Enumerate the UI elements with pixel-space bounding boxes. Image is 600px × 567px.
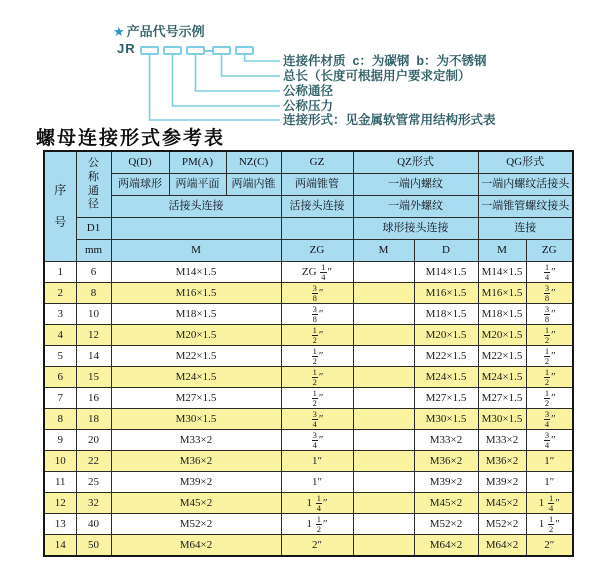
cell-qg_m: M27×1.5 [478, 388, 526, 409]
cell-qz_m [353, 388, 414, 409]
header-unit-zg: ZG [281, 240, 353, 262]
cell-qg_zg: 1″ [526, 472, 573, 493]
header-col-qz: QZ形式 [353, 151, 478, 174]
cell-qz_m [353, 514, 414, 535]
cell-gz_zg: 1 $\frac{1}{4}$ ″ [281, 493, 353, 514]
cell-qg_m: M16×1.5 [478, 283, 526, 304]
header-empty-gz [281, 218, 353, 240]
header-gz-conn: 活接头连接 [281, 196, 353, 218]
cell-m: M16×1.5 [111, 283, 281, 304]
code-segment-box-1 [140, 46, 159, 55]
cell-gz_zg: $\frac{1}{2}$ ″ [281, 346, 353, 367]
cell-seq: 4 [44, 325, 76, 346]
label-nominal-diameter: 公称通径 [283, 84, 334, 98]
cell-qg_zg: $\frac{3}{4}$ ″ [526, 409, 573, 430]
table-row [44, 262, 573, 283]
header-col-nz: NZ(C) [226, 151, 281, 174]
cell-dn: 25 [76, 472, 111, 493]
header-nz-desc: 两端内锥 [226, 174, 281, 196]
code-segment-box-2 [163, 46, 182, 55]
cell-qg_m: M24×1.5 [478, 367, 526, 388]
cell-qz_d: M20×1.5 [414, 325, 478, 346]
fraction: $\frac{1}{2}$ [544, 345, 550, 366]
header-qg-desc1: 一端内螺纹活接头 [478, 174, 573, 196]
cell-m: M14×1.5 [111, 262, 281, 283]
cell-dn: 14 [76, 346, 111, 367]
header-unit-qz-d: D [414, 240, 478, 262]
cell-qz_d: M27×1.5 [414, 388, 478, 409]
cell-m: M22×1.5 [111, 346, 281, 367]
cell-seq: 13 [44, 514, 76, 535]
table-body [44, 262, 573, 557]
fraction: $\frac{1}{2}$ [316, 513, 321, 534]
table-row [44, 472, 573, 493]
cell-dn: 10 [76, 304, 111, 325]
header-d1: D1 [76, 218, 111, 240]
header-unit-qg-m: M [478, 240, 526, 262]
fraction: $\frac{1}{2}$ [544, 387, 550, 408]
cell-qz_m [353, 367, 414, 388]
cell-qg_zg: $\frac{1}{2}$ ″ [526, 388, 573, 409]
cell-qz_m [353, 535, 414, 557]
cell-gz_zg: $\frac{1}{2}$ ″ [281, 367, 353, 388]
fraction: $\frac{3}{4}$ [544, 429, 550, 450]
cell-qz_m [353, 409, 414, 430]
cell-qz_m [353, 430, 414, 451]
fraction: $\frac{3}{4}$ [312, 408, 317, 429]
cell-qz_m [353, 304, 414, 325]
cell-qg_m: M39×2 [478, 472, 526, 493]
cell-qg_m: M30×1.5 [478, 409, 526, 430]
cell-qz_d: M16×1.5 [414, 283, 478, 304]
header-unit-qg-zg: ZG [526, 240, 573, 262]
cell-m: M45×2 [111, 493, 281, 514]
header-col-gz: GZ [281, 151, 353, 174]
diagram-title [113, 21, 205, 40]
header-qpn-conn: 活接头连接 [111, 196, 281, 218]
cell-qg_m: M52×2 [478, 514, 526, 535]
cell-qz_d: M14×1.5 [414, 262, 478, 283]
header-col-qg: QG形式 [478, 151, 573, 174]
cell-seq: 8 [44, 409, 76, 430]
cell-qz_d: M33×2 [414, 430, 478, 451]
cell-qg_zg: $\frac{1}{2}$ ″ [526, 367, 573, 388]
fraction: $\frac{3}{4}$ [544, 408, 550, 429]
header-mm: mm [76, 240, 111, 262]
cell-seq: 3 [44, 304, 76, 325]
cell-qg_zg: $\frac{1}{2}$ ″ [526, 325, 573, 346]
cell-seq: 6 [44, 367, 76, 388]
header-gz-desc: 两端锥管 [281, 174, 353, 196]
cell-m: M24×1.5 [111, 367, 281, 388]
cell-m: M18×1.5 [111, 304, 281, 325]
cell-qz_d: M24×1.5 [414, 367, 478, 388]
label-total-length: 总长（长度可根据用户要求定制） [283, 69, 471, 83]
fraction: $\frac{1}{2}$ [312, 345, 317, 366]
cell-gz_zg: 2″ [281, 535, 353, 557]
fraction: $\frac{1}{4}$ [316, 492, 321, 513]
cell-qg_m: M45×2 [478, 493, 526, 514]
table-row [44, 451, 573, 472]
cell-m: M52×2 [111, 514, 281, 535]
header-col-q: Q(D) [111, 151, 169, 174]
cell-gz_zg: 1″ [281, 472, 353, 493]
table-row [44, 535, 573, 557]
cell-qz_m [353, 283, 414, 304]
fraction: $\frac{1}{2}$ [312, 324, 317, 345]
cell-gz_zg: $\frac{1}{2}$ ″ [281, 388, 353, 409]
fraction: $\frac{3}{8}$ [312, 303, 317, 324]
cell-qg_zg: 2″ [526, 535, 573, 557]
cell-seq: 5 [44, 346, 76, 367]
code-segment-box-5 [235, 46, 254, 55]
table-header [44, 151, 573, 262]
label-connector-material: 连接件材质 c：为碳钢 b：为不锈钢 [283, 54, 487, 68]
cell-gz_zg: ZG $\frac{1}{4}$ ″ [281, 262, 353, 283]
reference-table-wrap [43, 150, 574, 557]
cell-seq: 11 [44, 472, 76, 493]
cell-qg_zg: $\frac{3}{4}$ ″ [526, 430, 573, 451]
cell-qz_d: M39×2 [414, 472, 478, 493]
header-pm-desc: 两端平面 [169, 174, 226, 196]
fraction: $\frac{3}{8}$ [544, 282, 550, 303]
header-qz-desc2: 一端外螺纹 [353, 196, 478, 218]
cell-dn: 32 [76, 493, 111, 514]
cell-dn: 16 [76, 388, 111, 409]
diagram-title-text: 产品代号示例 [126, 24, 205, 39]
label-connection-form: 连接形式：见金属软管常用结构形式表 [283, 113, 496, 127]
fraction: $\frac{1}{4}$ [548, 492, 554, 513]
cell-qg_m: M18×1.5 [478, 304, 526, 325]
fraction: $\frac{1}{2}$ [312, 366, 317, 387]
cell-gz_zg: $\frac{3}{8}$ ″ [281, 283, 353, 304]
table-row [44, 304, 573, 325]
cell-dn: 40 [76, 514, 111, 535]
cell-m: M20×1.5 [111, 325, 281, 346]
cell-qg_zg: 1 $\frac{1}{4}$ ″ [526, 493, 573, 514]
cell-gz_zg: $\frac{3}{8}$ ″ [281, 304, 353, 325]
cell-dn: 20 [76, 430, 111, 451]
cell-qg_zg: $\frac{3}{8}$ ″ [526, 283, 573, 304]
code-dash [204, 50, 212, 52]
fraction: $\frac{1}{4}$ [544, 261, 550, 282]
cell-seq: 2 [44, 283, 76, 304]
cell-qz_d: M52×2 [414, 514, 478, 535]
cell-qz_m [353, 493, 414, 514]
fraction: $\frac{1}{2}$ [544, 366, 550, 387]
cell-qz_d: M30×1.5 [414, 409, 478, 430]
cell-m: M64×2 [111, 535, 281, 557]
table-row [44, 514, 573, 535]
table-row [44, 493, 573, 514]
cell-qz_m [353, 346, 414, 367]
cell-gz_zg: $\frac{1}{2}$ ″ [281, 325, 353, 346]
fraction: $\frac{1}{4}$ [321, 261, 326, 282]
cell-dn: 15 [76, 367, 111, 388]
cell-seq: 1 [44, 262, 76, 283]
header-q-desc: 两端球形 [111, 174, 169, 196]
cell-m: M27×1.5 [111, 388, 281, 409]
cell-seq: 7 [44, 388, 76, 409]
cell-qg_m: M20×1.5 [478, 325, 526, 346]
cell-dn: 8 [76, 283, 111, 304]
header-seq: 序号 [44, 151, 76, 262]
cell-qz_d: M45×2 [414, 493, 478, 514]
cell-qz_m [353, 472, 414, 493]
cell-dn: 22 [76, 451, 111, 472]
cell-dn: 12 [76, 325, 111, 346]
cell-qg_zg: $\frac{1}{2}$ ″ [526, 346, 573, 367]
table-row [44, 409, 573, 430]
header-dn: 公称通径 [76, 151, 111, 218]
header-unit-m: M [111, 240, 281, 262]
code-segment-box-3 [186, 46, 205, 55]
code-prefix: JR [117, 41, 136, 56]
cell-qz_d: M64×2 [414, 535, 478, 557]
cell-qz_m [353, 451, 414, 472]
cell-gz_zg: 1″ [281, 451, 353, 472]
table-row [44, 430, 573, 451]
table-row [44, 325, 573, 346]
fraction: $\frac{1}{2}$ [548, 513, 554, 534]
cell-qz_m [353, 262, 414, 283]
cell-m: M30×1.5 [111, 409, 281, 430]
nut-connection-table [43, 150, 574, 557]
cell-seq: 10 [44, 451, 76, 472]
code-segment-box-4 [212, 46, 231, 55]
label-nominal-pressure: 公称压力 [283, 99, 334, 113]
cell-qg_m: M64×2 [478, 535, 526, 557]
cell-qg_m: M33×2 [478, 430, 526, 451]
table-row [44, 346, 573, 367]
cell-gz_zg: 1 $\frac{1}{2}$ ″ [281, 514, 353, 535]
header-qg-desc2: 一端锥管螺纹接头 [478, 196, 573, 218]
header-empty-qpn [111, 218, 281, 240]
cell-dn: 50 [76, 535, 111, 557]
cell-m: M36×2 [111, 451, 281, 472]
fraction: $\frac{3}{8}$ [544, 303, 550, 324]
cell-seq: 12 [44, 493, 76, 514]
cell-qg_zg: $\frac{3}{8}$ ″ [526, 304, 573, 325]
cell-qz_d: M36×2 [414, 451, 478, 472]
header-col-pm: PM(A) [169, 151, 226, 174]
table-row [44, 388, 573, 409]
cell-qz_m [353, 325, 414, 346]
cell-gz_zg: $\frac{3}{4}$ ″ [281, 430, 353, 451]
cell-qg_m: M22×1.5 [478, 346, 526, 367]
star-icon: ★ [113, 24, 125, 39]
table-row [44, 367, 573, 388]
cell-qg_m: M14×1.5 [478, 262, 526, 283]
cell-qg_zg: 1 $\frac{1}{2}$ ″ [526, 514, 573, 535]
fraction: $\frac{1}{2}$ [544, 324, 550, 345]
cell-qz_d: M22×1.5 [414, 346, 478, 367]
table-title: 螺母连接形式参考表 [36, 127, 226, 149]
fraction: $\frac{3}{8}$ [312, 282, 317, 303]
cell-m: M33×2 [111, 430, 281, 451]
fraction: $\frac{1}{2}$ [312, 387, 317, 408]
cell-qz_d: M18×1.5 [414, 304, 478, 325]
cell-qg_zg: $\frac{1}{4}$ ″ [526, 262, 573, 283]
cell-seq: 14 [44, 535, 76, 557]
fraction: $\frac{3}{4}$ [312, 429, 317, 450]
cell-gz_zg: $\frac{3}{4}$ ″ [281, 409, 353, 430]
header-qz-desc1: 一端内螺纹 [353, 174, 478, 196]
header-qg-conn: 连接 [478, 218, 573, 240]
cell-dn: 18 [76, 409, 111, 430]
cell-m: M39×2 [111, 472, 281, 493]
cell-qg_zg: 1″ [526, 451, 573, 472]
table-row [44, 283, 573, 304]
header-qz-conn: 球形接头连接 [353, 218, 478, 240]
cell-dn: 6 [76, 262, 111, 283]
cell-seq: 9 [44, 430, 76, 451]
header-unit-qz-m: M [353, 240, 414, 262]
cell-qg_m: M36×2 [478, 451, 526, 472]
